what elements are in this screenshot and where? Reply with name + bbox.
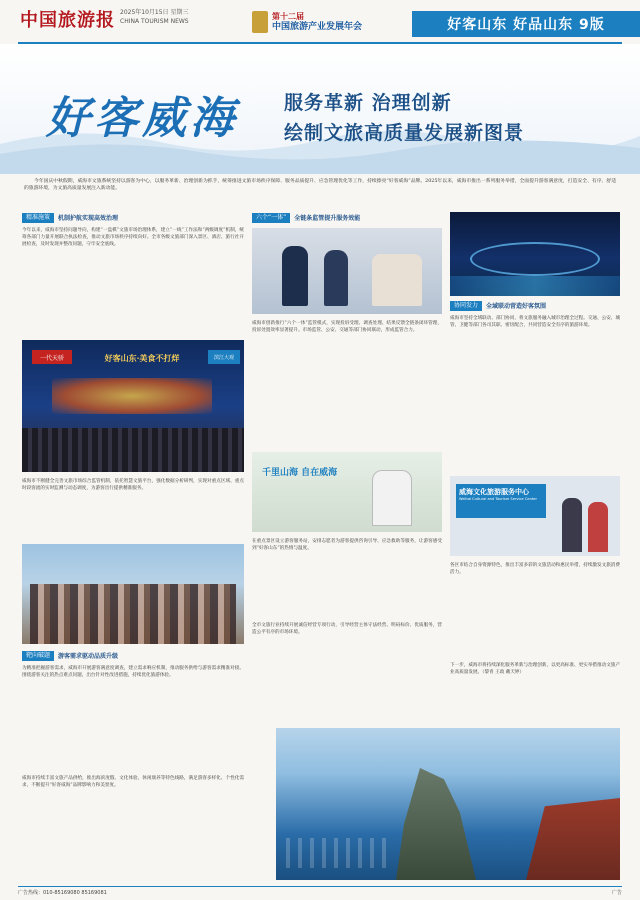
section-tag: 协同发力 [450, 301, 482, 311]
section-title: 游客需求驱动品质升级 [58, 653, 119, 660]
section-2-body-a: 威海市创新推行“六个一体”监管模式，实现投诉受理、调查处理、结果反馈全链条闭环管理，投诉处置效率显著提升。市场监管、公安、交通等部门协同联动，形成监管合力。 [252, 321, 442, 333]
section-tag: 六个“一体” [252, 213, 290, 223]
conference-logo-icon [252, 11, 268, 33]
service-center-photo [450, 476, 620, 556]
intro-paragraph: 今年国庆中秋假期，威海市文旅系统坚持以游客为中心，以服务革新、治理创新为抓手，统筹推进文旅市场秩序保障、服务品质提升、应急管理优化等工作，持续擦亮“好客威海”品牌。2025年以来，威海市推出一系列服务举措，全面提升游客满意度，打造安全、有序、舒适的旅游环境，为文旅高质量发展注入新动能。 [24, 179, 616, 192]
section-header-4 [22, 650, 244, 661]
staff-figure [372, 254, 422, 306]
staff-figure [588, 502, 608, 552]
center-sign-cn: 威海文化旅游服务中心 [459, 487, 529, 496]
pavilion-roof [526, 798, 620, 880]
staff-figure [562, 498, 582, 552]
rock-island [396, 768, 476, 880]
section-3-body-a: 威海市坚持全域联动、部门协同，将文旅服务融入城市治理全过程。交通、公安、城管、卫健等部门各司其职、密切配合，共同营造安全有序的旅游环境。 [450, 316, 620, 328]
light-ring [470, 242, 600, 276]
hero-title: 好客威海 [46, 93, 238, 144]
section-title: 全链条监管提升服务效能 [294, 215, 361, 222]
column-left [22, 212, 244, 339]
issue-meta [120, 8, 189, 26]
section-header-2 [252, 212, 442, 223]
section-2-body-c: 全市文旅行业持续开展诚信经营专项行动，引导经营主体守法经营、明码标价、优质服务，营造公平有序的市场环境。 [252, 623, 442, 635]
footer-ad-label: 广告 [611, 890, 622, 896]
section-2-body-b: 在重点景区设立游客服务站，安排志愿者为游客提供咨询引导、应急救助等服务，让游客感受到“好客山东”的热情与温度。 [252, 539, 442, 551]
stage-lights [52, 378, 212, 414]
newspaper-en: CHINA TOURISM NEWS [120, 18, 189, 25]
section-1-body-a: 今年以来，威海市坚持问题导向，构建“一盘棋”文旅市场治理体系，建立“一线”工作法和“两级调度”机制，统筹各部门力量开展联合执法检查，推动文旅市场秩序持续向好。全市各级文旅部门深入景区、酒店、旅行社开展检查，及时发现并整改问题，守牢安全底线。 [22, 228, 244, 247]
section-3-body-c: 下一步，威海市将持续深化服务革新与治理创新，以更高标准、更实举措推动文旅产业高质量发展。（黎青 王政 戴天婷） [450, 663, 620, 675]
hero-header [0, 44, 640, 174]
center-sign-en: Weihai Cultural and Tourism Service Center [459, 497, 537, 501]
stage-performance-photo [22, 340, 244, 472]
column-left-cont [22, 478, 244, 538]
section-4-body-a: 为精准把握游客需求，威海市开展游客满意度调查，建立需求响应机制，推动服务供给与游客需求精准对接。围绕游客关注的热点难点问题，出台针对性改进措施，持续优化旅游体验。 [22, 666, 244, 678]
issue-date: 2025年10月15日 星期三 [120, 9, 189, 16]
page-footer [18, 886, 622, 898]
group-photo [22, 544, 244, 644]
hero-subtitle-line2: 绘制文旅高质量发展新图景 [284, 122, 525, 144]
section-title: 机制护航实现高效治理 [58, 215, 119, 222]
water-reflection [450, 276, 620, 296]
stage-banner-text: 好客山东·美食不打烊 [104, 352, 180, 363]
conference-name: 中国旅游产业发展年会 [272, 22, 363, 32]
column-left-s4 [22, 650, 244, 879]
masthead [0, 0, 640, 44]
section-4-body-b: 威海市持续丰富文旅产品供给，推出海滨度假、文化体验、休闲康养等特色线路，满足游客多样化、个性化需求，不断提升“好客威海”品牌影响力和美誉度。 [22, 776, 244, 788]
officer-figure [324, 250, 348, 306]
newspaper-logo: 中国旅游报 [20, 10, 115, 31]
section-title: 全域联动营造好客氛围 [486, 303, 547, 310]
conference-edition: 第十二届 [272, 12, 304, 21]
section-header-3 [450, 300, 620, 311]
column-middle-text2 [252, 538, 442, 722]
section-tag: 精准施策 [22, 213, 54, 223]
section-header-1 [22, 212, 244, 223]
inspection-photo [252, 228, 442, 314]
audience-crowd [22, 428, 244, 472]
section-tag: 靶向破题 [22, 651, 54, 661]
conference-badge [252, 5, 382, 39]
column-middle-text [252, 320, 442, 446]
volunteer-figure [372, 470, 412, 526]
hero-subtitle [284, 88, 524, 148]
booth-sign: 千里山海 自在威海 [262, 468, 338, 478]
section-1-body-b: 威海市不断健全完善文旅市场综合监管机制，依托智慧文旅平台，强化数据分析研判，实现对重点区域、重点时段客流的实时监测与动态调度，为游客出行提供精准服务。 [22, 479, 244, 491]
group-people [30, 584, 236, 644]
night-plaza-photo [450, 212, 620, 296]
coastline-photo [276, 728, 620, 880]
column-middle [252, 212, 442, 227]
stage-side-sign: 滨江大观 [208, 350, 240, 364]
section-3-body-b: 各区市结合自身资源特色，推出丰富多彩的文旅活动和惠民举措，持续激发文旅消费活力。 [450, 563, 620, 575]
sea-waves [286, 838, 386, 868]
stage-sign: 一代天骄 [32, 350, 72, 364]
column-right-text [450, 562, 620, 722]
service-booth-photo [252, 452, 442, 532]
hero-subtitle-line1: 服务革新 治理创新 [284, 92, 452, 114]
center-sign [456, 484, 546, 518]
page-section-banner: 好客山东 好品山东 9版 [412, 11, 640, 37]
ad-hotline: 广告热线：010-85169080 85169081 [18, 890, 107, 896]
column-right [450, 300, 620, 465]
officer-figure [282, 246, 308, 306]
